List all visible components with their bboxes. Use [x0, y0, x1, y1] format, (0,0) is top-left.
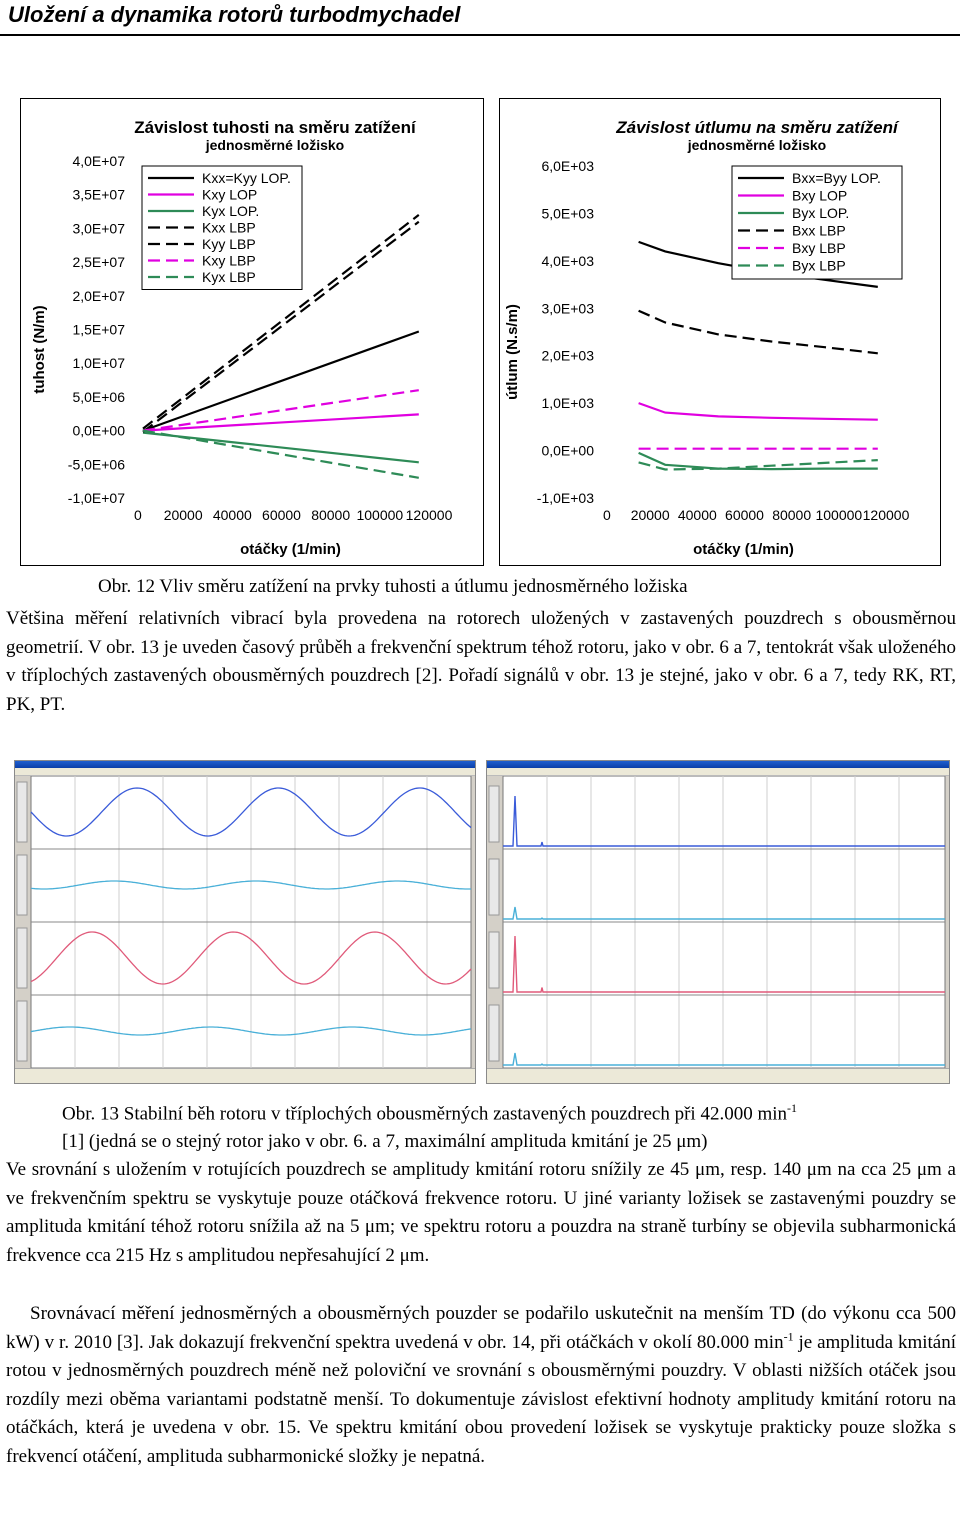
stiffness-chart	[20, 98, 484, 566]
spectrum-channel-label	[489, 1005, 499, 1061]
chart2-y-tick-label: 2,0E+03	[541, 347, 594, 364]
chart2-x-axis-label: otáčky (1/min)	[693, 541, 794, 558]
chart1-y-tick-label: 0,0E+00	[72, 422, 125, 439]
spectrum-channel-label	[489, 859, 499, 915]
chart1-y-tick-label: 2,5E+07	[72, 254, 125, 271]
figure-13-caption-line1: Obr. 13 Stabilní běh rotoru v tříplochých obousměrných zastavených pouzdrech při 42.000 min	[62, 1103, 788, 1125]
chart2-y-axis-label: útlum (N.s/m)	[504, 304, 521, 400]
chart2-x-tick-label: 40000	[677, 507, 717, 523]
time-trace-statusbar	[15, 1068, 475, 1083]
figure-13-caption-line2: [1] (jedná se o stejný rotor jako v obr. 6. a 7, maximální amplituda kmitání je 25 μm)	[62, 1131, 708, 1153]
chart1-x-tick-label: 120000	[405, 507, 453, 523]
chart1-y-tick-label: 1,0E+07	[72, 355, 125, 372]
chart2-y-tick-label: 3,0E+03	[541, 300, 594, 317]
chart1-legend-label: Kxy LOP	[202, 186, 258, 203]
chart2-y-tick-label: -1,0E+03	[536, 490, 594, 506]
chart2-x-tick-label: 80000	[772, 507, 812, 523]
chart1-legend-label: Kyx LBP	[202, 269, 256, 285]
chart1-y-tick-label: 3,0E+07	[72, 220, 125, 237]
paragraph-3-part1: Srovnávací měření jednosměrných a obousměrných pouzder se podařilo uskutečnit na menším TD (do výkonu cca 500 kW) v r. 2010 [3]. Jak dokazují frekvenční spektra uvedená v obr. 14, při otáčkách v okolí 80.000 min	[6, 1303, 956, 1353]
paragraph-1: Většina měření relativních vibrací byla provedena na rotorech uložených v zastavených pouzdrech s obousměrnou geometrií. V obr. 13 je uveden časový průběh a frekvenční spektrum téhož rotoru, jako v obr. 6 a 7, tentokrát však uloženého v tříplochých zastavených obousměrných pouzdrech [2]. Pořadí signálů v obr. 13 je stejné, jako v obr. 6 a 7, tedy RK, RT, PK, PT.	[6, 608, 956, 715]
chart2-legend-label: Bxy LBP	[792, 240, 846, 256]
chart2-subtitle: jednosměrné ložisko	[687, 137, 827, 153]
chart2-x-tick-label: 100000	[815, 507, 863, 523]
chart1-y-tick-label: 4,0E+07	[72, 153, 125, 169]
spectrum-channel-label	[489, 786, 499, 842]
time-trace-channel-label	[17, 855, 27, 915]
spectrum-plot	[487, 776, 949, 1068]
chart1-x-tick-label: 80000	[311, 507, 351, 523]
paragraph-3-sup: -1	[783, 1329, 794, 1344]
chart2-x-tick-label: 20000	[630, 507, 670, 523]
spectrum-statusbar	[487, 1068, 949, 1083]
chart1-y-axis-label: tuhost (N/m)	[31, 305, 48, 394]
chart1-legend-label: Kyy LBP	[202, 236, 256, 252]
spectrum-titlebar	[487, 761, 949, 768]
chart1-x-tick-label: 40000	[212, 507, 252, 523]
chart2-legend-label: Bxy LOP	[792, 187, 848, 204]
chart1-y-tick-label: 5,0E+06	[72, 388, 125, 405]
time-trace-window	[14, 760, 476, 1084]
chart2-y-tick-label: 0,0E+00	[541, 442, 594, 459]
chart1-y-tick-label: -1,0E+07	[67, 490, 125, 506]
chart1-legend-label: Kyx LOP.	[202, 203, 260, 219]
paragraph-2: Ve srovnání s uložením v rotujících pouzdrech se amplitudy kmitání rotoru snížily ze 45 μm, resp. 140 μm na cca 25 μm a ve frekvenčním spektru se vyskytuje pouze otáčková frekvence rotoru. U jiné varianty ložisek se zastavenými pouzdry se amplituda kmitání téhož rotoru snížila až na 5 μm; ve spektru rotoru a pouzdra na straně turbíny se objevila subharmonická frekvence cca 215 Hz s amplitudou nepřesahující 2 μm.	[6, 1159, 956, 1266]
spectrum-channel-label	[489, 932, 499, 988]
paragraph-3	[6, 1300, 956, 1471]
chart2-y-tick-label: 6,0E+03	[541, 158, 594, 174]
chart1-y-tick-label: -5,0E+06	[67, 456, 125, 473]
time-trace-titlebar	[15, 761, 475, 768]
time-trace-channel-label	[17, 1001, 27, 1061]
figure-13-caption-sup: -1	[787, 1101, 798, 1115]
chart2-title: Závislost útlumu na směru zatížení	[616, 118, 898, 137]
chart1-x-tick-label: 0	[134, 507, 142, 523]
chart1-title: Závislost tuhosti na směru zatížení	[134, 118, 416, 137]
chart1-y-tick-label: 1,5E+07	[72, 321, 125, 338]
chart2-x-tick-label: 120000	[862, 507, 910, 523]
chart2-legend-label: Byx LOP.	[792, 205, 850, 221]
chart2-y-tick-label: 1,0E+03	[541, 395, 594, 412]
chart1-legend-label: Kxx LBP	[202, 219, 256, 236]
chart1-y-tick-label: 2,0E+07	[72, 287, 125, 304]
chart2-legend-label: Byx LBP	[792, 257, 846, 274]
paragraph-3-part2: je amplituda kmitání rotou v jednosměrných pouzdrech méně než poloviční ve srovnání s obousměrnými pouzdry. V oblasti nižších otáček jsou rozdíly mezi oběma variantami podstatně menší. To dokumentuje závislost efektivní hodnoty amplitudy kmitání rotoru na otáčkách, která je uvedena v obr. 15. Ve spektru kmitání obou provedení ložisek se vyskytuje prakticky pouze složka s frekvencí otáčení, amplituda subharmonické složky je nepatná.	[6, 1331, 956, 1467]
chart2-x-tick-label: 0	[603, 507, 611, 523]
time-trace-channel-label	[17, 928, 27, 988]
chart2-x-tick-label: 60000	[725, 507, 764, 523]
figure-13-caption	[62, 1094, 952, 1156]
chart1-subtitle: jednosměrné ložisko	[205, 137, 345, 153]
spectrum-menubar	[487, 768, 949, 776]
time-trace-plot	[15, 776, 475, 1068]
page-header	[0, 0, 960, 36]
chart1-x-tick-label: 60000	[262, 507, 301, 523]
damping-chart	[499, 98, 941, 566]
chart2-legend-label: Bxx=Byy LOP.	[792, 170, 881, 186]
page-header-title: Uložení a dynamika rotorů turbodmychadel	[8, 2, 461, 27]
chart2-y-tick-label: 5,0E+03	[541, 205, 594, 222]
chart2-legend-label: Bxx LBP	[792, 222, 846, 239]
chart1-x-tick-label: 100000	[356, 507, 404, 523]
spectrum-window	[486, 760, 950, 1084]
time-trace-menubar	[15, 768, 475, 776]
chart1-legend-label: Kxx=Kyy LOP.	[202, 170, 291, 186]
figure-12-caption: Obr. 12 Vliv směru zatížení na prvky tuhosti a útlumu jednosměrného ložiska	[98, 576, 688, 597]
time-trace-channel-label	[17, 782, 27, 842]
chart1-legend-label: Kxy LBP	[202, 252, 256, 269]
chart1-x-axis-label: otáčky (1/min)	[240, 541, 341, 558]
chart2-y-tick-label: 4,0E+03	[541, 252, 594, 269]
chart1-y-tick-label: 3,5E+07	[72, 186, 125, 203]
chart1-x-tick-label: 20000	[163, 507, 203, 523]
